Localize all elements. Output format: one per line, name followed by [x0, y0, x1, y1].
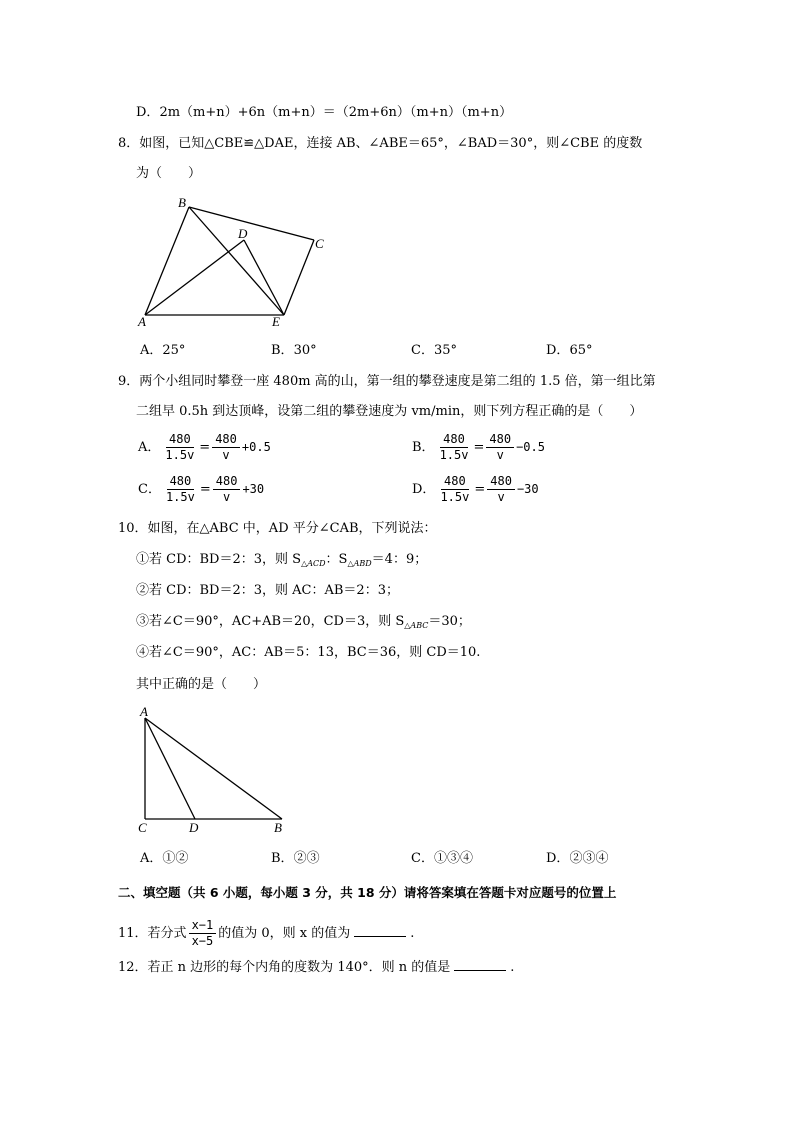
segment-ad: [145, 240, 244, 315]
fraction: $\frac{480}{v}$: [213, 474, 241, 505]
q10-option-a: A．①②: [140, 851, 189, 866]
q9-option-b: B． $\frac{480}{1.5v}$ = $\frac{480}{v}$ −0.5: [412, 432, 545, 462]
segment-ab: [145, 718, 282, 819]
q11: 11．若分式 $\frac{x-1}{x-5}$ 的值为 0，则 x 的值为 .: [118, 918, 415, 948]
question-number: 12．: [118, 960, 148, 975]
fraction: $\frac{480}{1.5v}$: [165, 432, 195, 462]
fraction: $\frac{480}{v}$: [486, 432, 514, 463]
q7-option-d: [136, 104, 512, 122]
q9-option-a: A． $\frac{480}{1.5v}$ = $\frac{480}{v}$ +0.5: [138, 432, 271, 462]
q10-option-d: D．②③④: [546, 851, 609, 866]
q10-ask: 其中正确的是（ ）: [136, 677, 267, 692]
q9-stem-line1: [118, 373, 656, 391]
q10-statement-3: ③若∠C＝90°，AC+AB＝20，CD＝3，则 $S_{\triangle ABC}=30$；: [136, 614, 471, 630]
label-b: B: [274, 820, 282, 835]
q12: 12．若正 n 边形的每个内角的度数为 140°．则 n 的值是 .: [118, 960, 515, 975]
question-text: 如图，已知△CBE≌△DAE，连接 AB、∠ABE＝65°，∠BAD＝30°，则∠CBE 的度数: [139, 136, 643, 151]
label-c: C: [315, 236, 324, 251]
label-c: C: [138, 820, 147, 835]
option-text: 2m（m+n）+6n（m+n）＝（2m+6n）（m+n）（m+n）: [159, 105, 513, 120]
label-d: D: [238, 226, 248, 241]
fraction: $\frac{x-1}{x-5}$: [189, 918, 217, 949]
question-number: 10．: [118, 521, 148, 536]
section-heading: 二、填空题（共 6 小题，每小题 3 分，共 18 分）请将答案填在答题卡对应题号的位置上: [118, 885, 617, 900]
fraction: $\frac{480}{v}$: [487, 474, 515, 505]
q8-option-b: B．30°: [271, 343, 317, 358]
label-d: D: [189, 820, 199, 835]
answer-blank: [454, 958, 506, 971]
question-text: 两个小组同时攀登一座 480m 高的山，第一组的攀登速度是第二组的 1.5 倍，第一组比第: [139, 374, 656, 389]
question-text: 如图，在△ABC 中，AD 平分∠CAB，下列说法：: [147, 521, 437, 536]
q8-option-c: C．35°: [411, 343, 457, 358]
fraction: $\frac{480}{v}$: [212, 432, 240, 463]
fraction: $\frac{480}{1.5v}$: [165, 474, 195, 504]
question-number: 11．: [118, 926, 148, 941]
q10-statement-1: ①若 CD：BD＝2：3，则 $S_{\triangle ACD}$：$S_{\triangle ABD}=4$：9；: [136, 552, 428, 568]
segment-bc: [189, 207, 314, 240]
segment-de: [244, 240, 284, 315]
q9-option-c: C． $\frac{480}{1.5v}$ = $\frac{480}{v}$ +30: [138, 474, 265, 504]
q8-stem-line2: 为（ ）: [136, 166, 202, 181]
q10-statement-4: ④若∠C＝90°，AC：AB＝5：13，BC＝36，则 CD＝10.: [136, 645, 481, 660]
question-number: 9．: [118, 374, 140, 389]
label-e: E: [272, 314, 280, 329]
q8-stem-line1: [118, 135, 642, 153]
q10-option-c: C．①③④: [411, 851, 473, 866]
label-a: A: [138, 314, 146, 329]
question-number: 8．: [118, 136, 140, 151]
fraction: $\frac{480}{1.5v}$: [440, 474, 470, 504]
q10-statement-2: ②若 CD：BD＝2：3，则 AC：AB＝2：3；: [136, 583, 399, 598]
segment-ce: [284, 240, 314, 315]
answer-blank: [354, 924, 406, 937]
label-a: A: [140, 704, 148, 719]
segment-ad: [145, 718, 195, 819]
segment-ab: [145, 207, 189, 315]
fraction: $\frac{480}{1.5v}$: [439, 432, 469, 462]
q8-option-d: D．65°: [546, 343, 593, 358]
option-label: D．: [136, 105, 160, 120]
q8-option-a: A．25°: [140, 343, 186, 358]
q9-stem-line2: 二组早 0.5h 到达顶峰，设第二组的攀登速度为 vm/min，则下列方程正确的是（ ）: [136, 404, 643, 419]
q9-option-d: D． $\frac{480}{1.5v}$ = $\frac{480}{v}$ −30: [412, 474, 539, 504]
segment-be: [189, 207, 284, 315]
label-b: B: [178, 195, 186, 210]
q10-stem: [118, 520, 437, 538]
q10-option-b: B．②③: [271, 851, 320, 866]
